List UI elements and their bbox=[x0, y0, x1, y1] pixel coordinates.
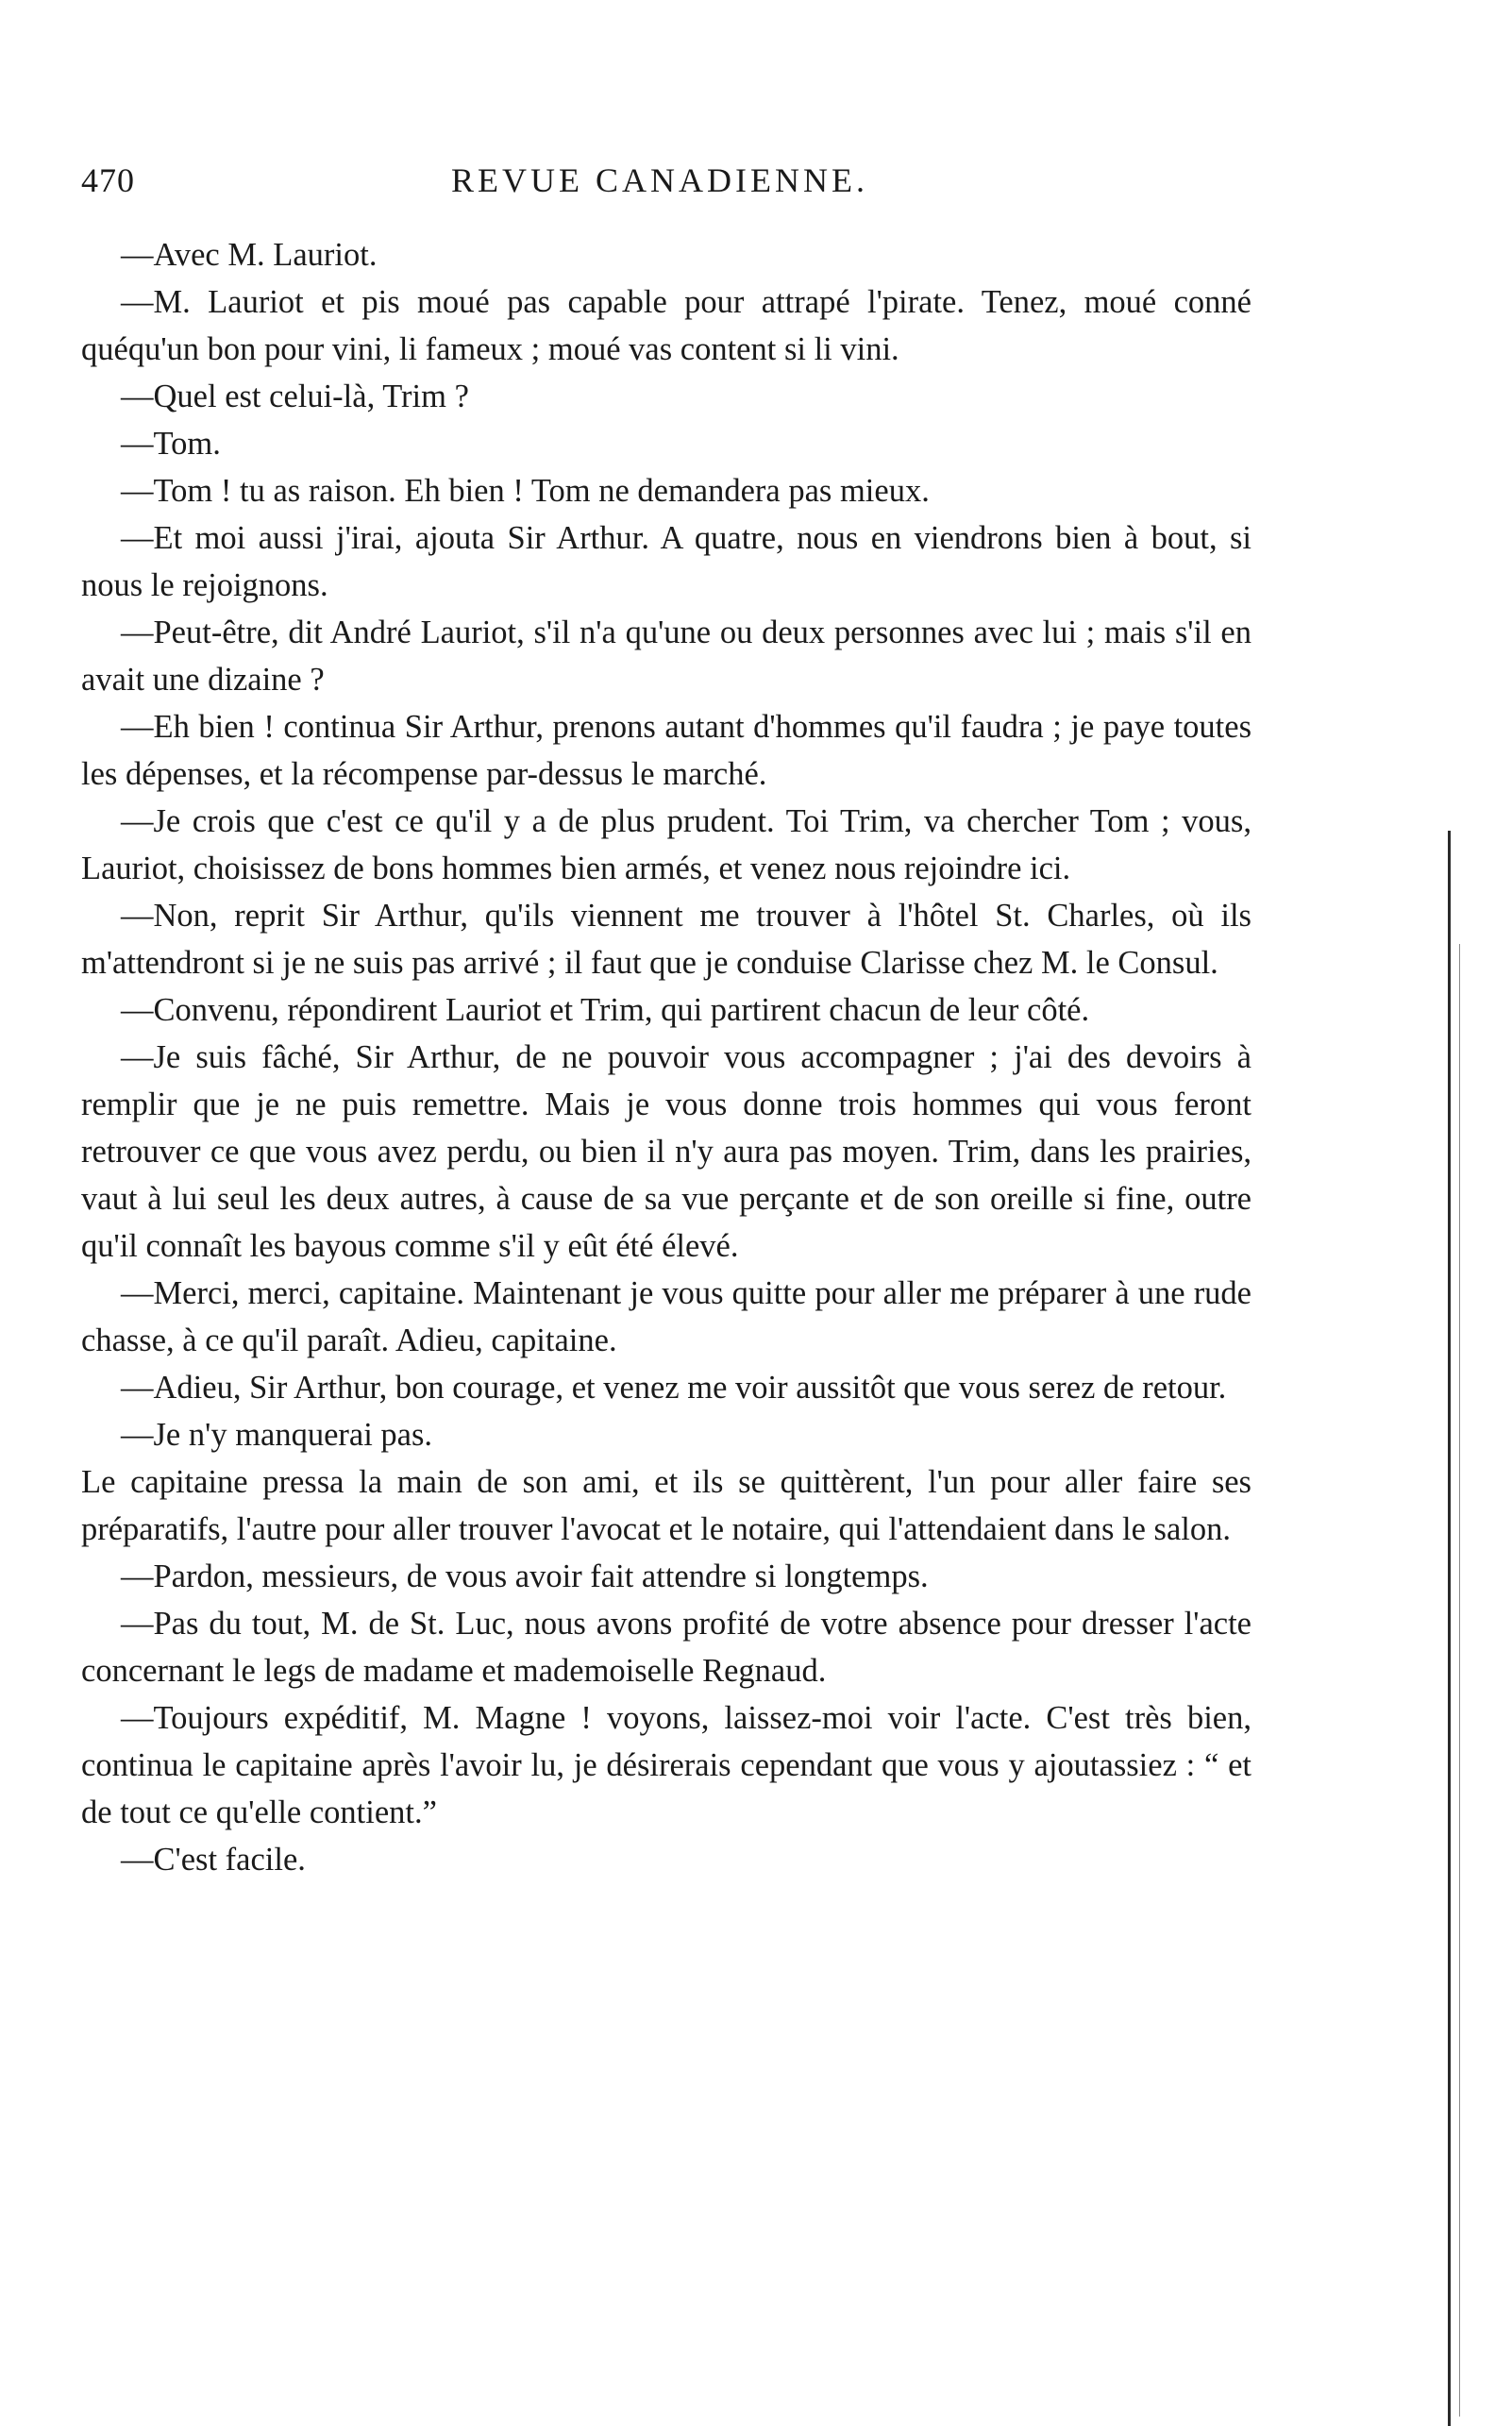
page-number: 470 bbox=[81, 161, 135, 199]
paragraph: —M. Lauriot et pis moué pas capable pour attrapé l'pirate. Tenez, moué conné quéqu'un bon pour vini, li fameux ; moué vas content si li vini. bbox=[81, 284, 1252, 367]
paragraph: —Convenu, répondirent Lauriot et Trim, qui partirent chacun de leur côté. bbox=[121, 992, 1090, 1028]
paragraph: —Tom. bbox=[121, 426, 221, 462]
paragraph: —Tom ! tu as raison. Eh bien ! Tom ne demandera pas mieux. bbox=[121, 473, 930, 509]
paragraph: —Je suis fâché, Sir Arthur, de ne pouvoir vous accompagner ; j'ai des devoirs à remplir que je ne puis remettre. Mais je vous donne trois hommes qui vous feront retrouver ce que vous avez perdu, ou bien il n'y aura pas moyen. Trim, dans les prairies, vaut à lui seul les deux autres, à cause de sa vue perçante et de son oreille si fine, outre qu'il connaît les bayous comme s'il y eût été élevé. bbox=[81, 1039, 1252, 1264]
paragraph: —Eh bien ! continua Sir Arthur, prenons autant d'hommes qu'il faudra ; je paye toutes les dépenses, et la récompense par-dessus le marché. bbox=[81, 709, 1252, 792]
paragraph: —Peut-être, dit André Lauriot, s'il n'a qu'une ou deux personnes avec lui ; mais s'il en avait une dizaine ? bbox=[81, 615, 1252, 698]
paragraph: —C'est facile. bbox=[121, 1842, 306, 1878]
paragraph: —Toujours expéditif, M. Magne ! voyons, laissez-moi voir l'acte. C'est très bien, continua le capitaine après l'avoir lu, je désirerais cependant que vous y ajoutassiez : “ et de tout ce qu'elle contient.” bbox=[81, 1700, 1252, 1830]
paragraph: —Avec M. Lauriot. bbox=[121, 237, 378, 273]
binding-edge-shadow bbox=[1459, 944, 1460, 2417]
text-column bbox=[81, 231, 1252, 1883]
page-header bbox=[81, 160, 1261, 217]
paragraph: Le capitaine pressa la main de son ami, et ils se quittèrent, l'un pour aller faire ses préparatifs, l'autre pour aller trouver l'avocat et le notaire, qui l'attendaient dans le salon. bbox=[81, 1464, 1252, 1547]
paragraph: —Je n'y manquerai pas. bbox=[121, 1417, 433, 1453]
paragraph: —Non, reprit Sir Arthur, qu'ils viennent me trouver à l'hôtel St. Charles, où ils m'attendront si je ne suis pas arrivé ; il faut que je conduise Clarisse chez M. le Consul. bbox=[81, 898, 1252, 981]
paragraph: —Je crois que c'est ce qu'il y a de plus prudent. Toi Trim, va chercher Tom ; vous, Lauriot, choisissez de bons hommes bien armés, et venez nous rejoindre ici. bbox=[81, 803, 1252, 886]
paragraph: —Pas du tout, M. de St. Luc, nous avons profité de votre absence pour dresser l'acte concernant le legs de madame et mademoiselle Regnaud. bbox=[81, 1606, 1252, 1689]
paragraph: —Et moi aussi j'irai, ajouta Sir Arthur. A quatre, nous en viendrons bien à bout, si nous le rejoignons. bbox=[81, 520, 1252, 603]
paragraph: —Pardon, messieurs, de vous avoir fait attendre si longtemps. bbox=[121, 1558, 929, 1594]
running-title: REVUE CANADIENNE. bbox=[451, 161, 868, 199]
binding-edge-line bbox=[1448, 831, 1451, 2426]
paragraph: —Merci, merci, capitaine. Maintenant je vous quitte pour aller me préparer à une rude chasse, à ce qu'il paraît. Adieu, capitaine. bbox=[81, 1275, 1252, 1358]
paragraph: —Quel est celui-là, Trim ? bbox=[121, 379, 469, 414]
paragraph: —Adieu, Sir Arthur, bon courage, et venez me voir aussitôt que vous serez de retour. bbox=[121, 1370, 1227, 1406]
